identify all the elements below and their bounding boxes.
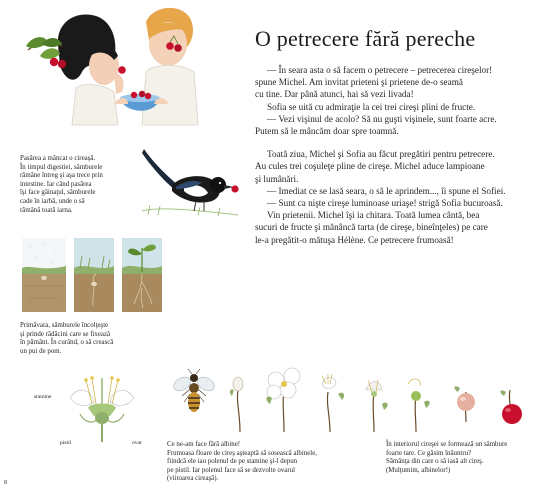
cherry-growth-sequence bbox=[226, 362, 526, 432]
story-line: cu tine. Dar până atunci, hai să vezi livada! bbox=[255, 89, 414, 100]
story-text bbox=[255, 64, 533, 246]
fruit-caption: În interiorul cireşei se formează un sâmbure foarte tare. Ce găsim înăuntru? Sămânţa din care o să iasă alt cireş. (Mulţumim, albinelor!) bbox=[386, 441, 508, 474]
stamine-label: stamine bbox=[34, 394, 52, 400]
story-line: Putem să le mâncăm doar spre toamnă. bbox=[255, 126, 399, 137]
growth-stage-young-fruit bbox=[366, 380, 388, 432]
flower-diagram bbox=[62, 372, 142, 442]
story-line: Au cules trei coşuleţe pline de cireşe. Michel aduce lampioane bbox=[255, 161, 485, 172]
story-line: le-a pregătit-o mătuşa Hélène. Ce petrecere frumoasă! bbox=[255, 234, 454, 245]
growth-stage-bud bbox=[230, 377, 243, 432]
story-line: — Vezi vişinul de acolo? Să nu guşti vişinele, sunt foarte acre. bbox=[267, 113, 497, 124]
growth-stage-petals bbox=[322, 374, 344, 432]
pistil-label: pistil bbox=[60, 440, 72, 446]
page-number: 8 bbox=[4, 480, 7, 486]
sprout-caption: Primăvara, sâmburele încolţeşte şi prinde rădăcini care se fixează în pământ. În curând, o să crească un pui de pom. bbox=[20, 322, 114, 355]
growth-stage-flower bbox=[266, 368, 300, 432]
magpie-illustration bbox=[138, 145, 243, 225]
growth-stage-ripe-cherry bbox=[500, 390, 522, 424]
page-title: O petrecere fără pereche bbox=[255, 26, 476, 51]
story-line: Sofia se uită cu admiraţie la cei trei cireşi plini de fructe. bbox=[267, 101, 476, 112]
seed-panel-sprouting bbox=[74, 238, 114, 312]
story-line: — În seara asta o să facem o petrecere – petrecerea cireşelor! bbox=[267, 65, 493, 75]
seed-panel-winter bbox=[22, 238, 66, 312]
growth-stage-ripening-fruit bbox=[454, 386, 475, 422]
story-line: şi lumânări. bbox=[255, 173, 299, 184]
story-line: spune Michel. Am invitat prieteni şi prietene de-o seamă bbox=[255, 77, 463, 88]
bee-caption: Ce ne-am face fără albine! Frumoasa floare de cireş aşteaptă să sosească albinele, fiindcă ele iau polenul de pe stamine şi-l depun pe pistil. Iar polenul face să se dezvolte ovarul (viitoarea cireaşă). bbox=[167, 441, 317, 483]
story-line: sucuri de fructe şi mănâncă tarta (de cireşe, bineînţeles) pe care bbox=[255, 222, 488, 233]
story-line: — Imediat ce se lasă seara, o să le aprindem..., îi spune el Sofiei. bbox=[267, 185, 506, 196]
story-line: Toată ziua, Michel şi Sofia au făcut pregătiri pentru petrecere. bbox=[267, 149, 495, 160]
growth-stage-green-fruit bbox=[408, 379, 430, 432]
story-line: Vin prietenii. Michel îşi ia chitara. Toată lumea cântă, bea bbox=[267, 210, 480, 221]
magpie-caption: Pasărea a mâncat o cireaşă. În timpul digestiei, sâmburele rămâne întreg şi aşa trece prin intestine. Iar când pasărea îşi face găinaţul, sâmburele cade în iarbă, unde o să rămână toată iarna. bbox=[20, 155, 103, 214]
seed-panel-seedling bbox=[122, 238, 162, 312]
ovar-label: ovar bbox=[132, 440, 142, 446]
story-line: — Sunt ca nişte cireşe luminoase uriaşe! strigă Sofia bucuroasă. bbox=[267, 198, 503, 209]
children-illustration bbox=[18, 0, 208, 125]
bee-illustration bbox=[172, 368, 216, 416]
